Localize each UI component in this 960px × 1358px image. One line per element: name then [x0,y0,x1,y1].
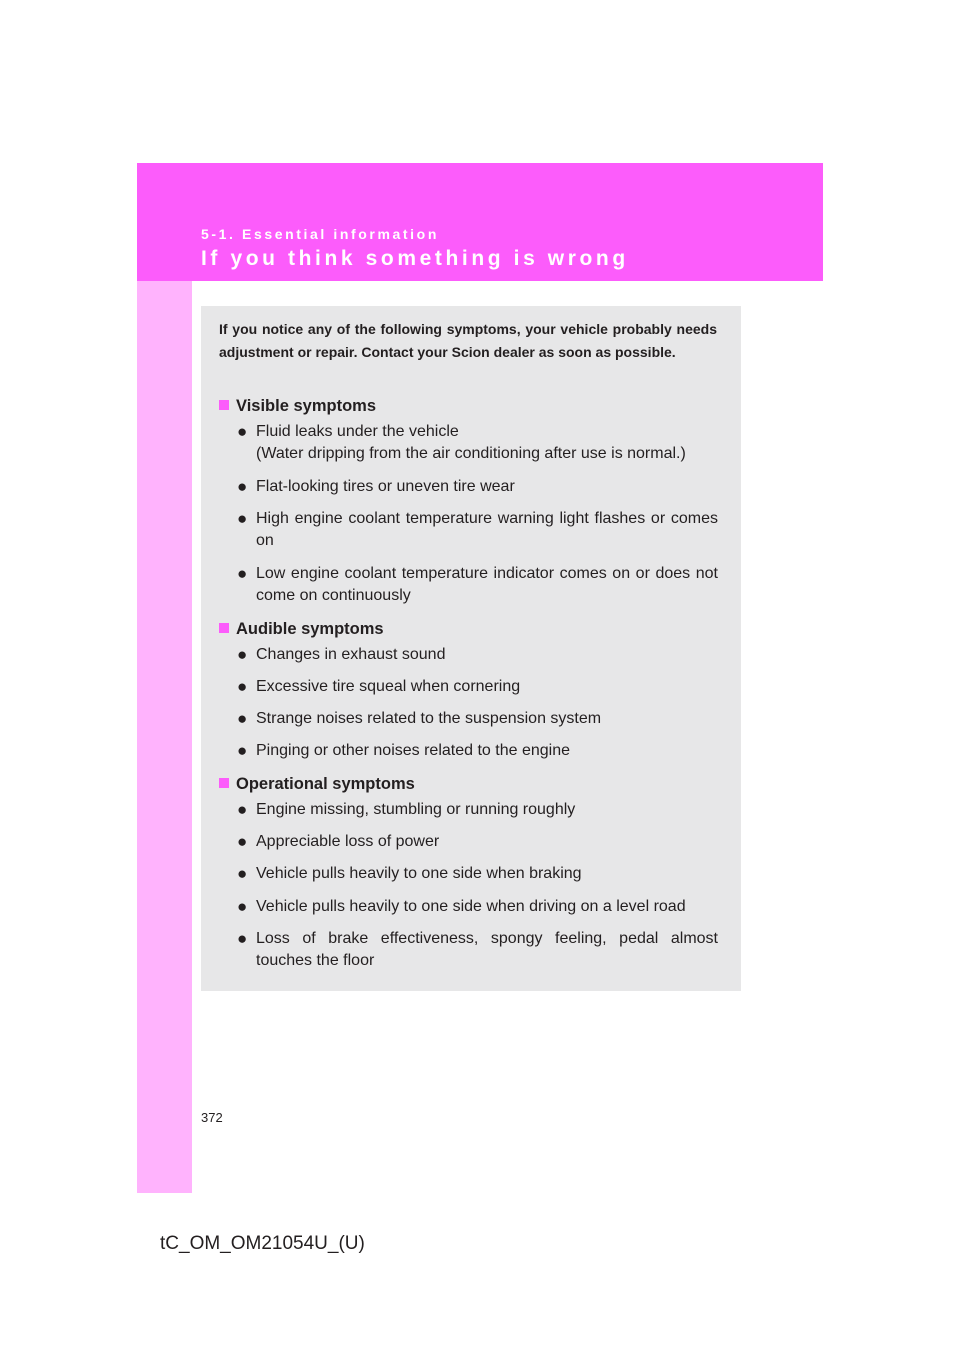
list-item: ● Strange noises related to the suspension system [237,709,602,728]
list-item: ● Excessive tire squeal when cornering [237,677,521,696]
page-title: If you think something is wrong [201,247,629,270]
bullet-icon: ● [237,897,248,916]
square-bullet-icon [219,778,229,788]
side-strip [137,281,192,1193]
bullet-icon: ● [237,864,248,883]
category-label: Audible symptoms [236,620,384,638]
section-label: 5-1. Essential information [201,226,439,242]
list-item: ● Flat-looking tires or uneven tire wear [237,477,515,496]
category-operational-symptoms [219,775,415,794]
list-item: ● Fluid leaks under the vehicle (Water dripping from the air conditioning after use is normal.) [237,421,718,465]
page-number: 372 [201,1110,223,1125]
category-visible-symptoms [219,397,376,416]
bullet-icon: ● [237,477,248,496]
category-label: Visible symptoms [236,397,377,415]
bullet-icon: ● [237,929,248,948]
intro-text: If you notice any of the following symptoms, your vehicle probably needs adjustment or repair. Contact your Scion dealer as soon as possible. [219,321,717,360]
square-bullet-icon [219,623,229,633]
bullet-icon: ● [237,509,248,528]
category-audible-symptoms [219,620,384,639]
list-item: ● Engine missing, stumbling or running roughly [237,800,576,819]
list-item-note: (Water dripping from the air conditioning after use is normal.) [256,445,686,462]
list-item: ● Vehicle pulls heavily to one side when braking [237,864,582,883]
bullet-icon: ● [237,741,248,760]
list-item: ● Vehicle pulls heavily to one side when driving on a level road [237,897,686,916]
bullet-icon: ● [237,800,248,819]
bullet-icon: ● [237,677,248,696]
list-item: ● Pinging or other noises related to the engine [237,741,570,760]
square-bullet-icon [219,400,229,410]
list-item: ● Loss of brake effectiveness, spongy feeling, pedal almost touches the floor [237,929,718,969]
category-label: Operational symptoms [236,775,415,793]
list-item: ● Low engine coolant temperature indicator comes on or does not come on continuously [237,564,718,604]
list-item: ● High engine coolant temperature warning light flashes or comes on [237,509,718,549]
document-code: tC_OM_OM21054U_(U) [160,1233,365,1254]
bullet-icon: ● [237,645,248,664]
bullet-icon: ● [237,564,248,583]
bullet-icon: ● [237,832,248,851]
bullet-icon: ● [237,422,248,441]
list-item: ● Appreciable loss of power [237,832,440,851]
bullet-icon: ● [237,709,248,728]
list-item: ● Changes in exhaust sound [237,645,446,664]
